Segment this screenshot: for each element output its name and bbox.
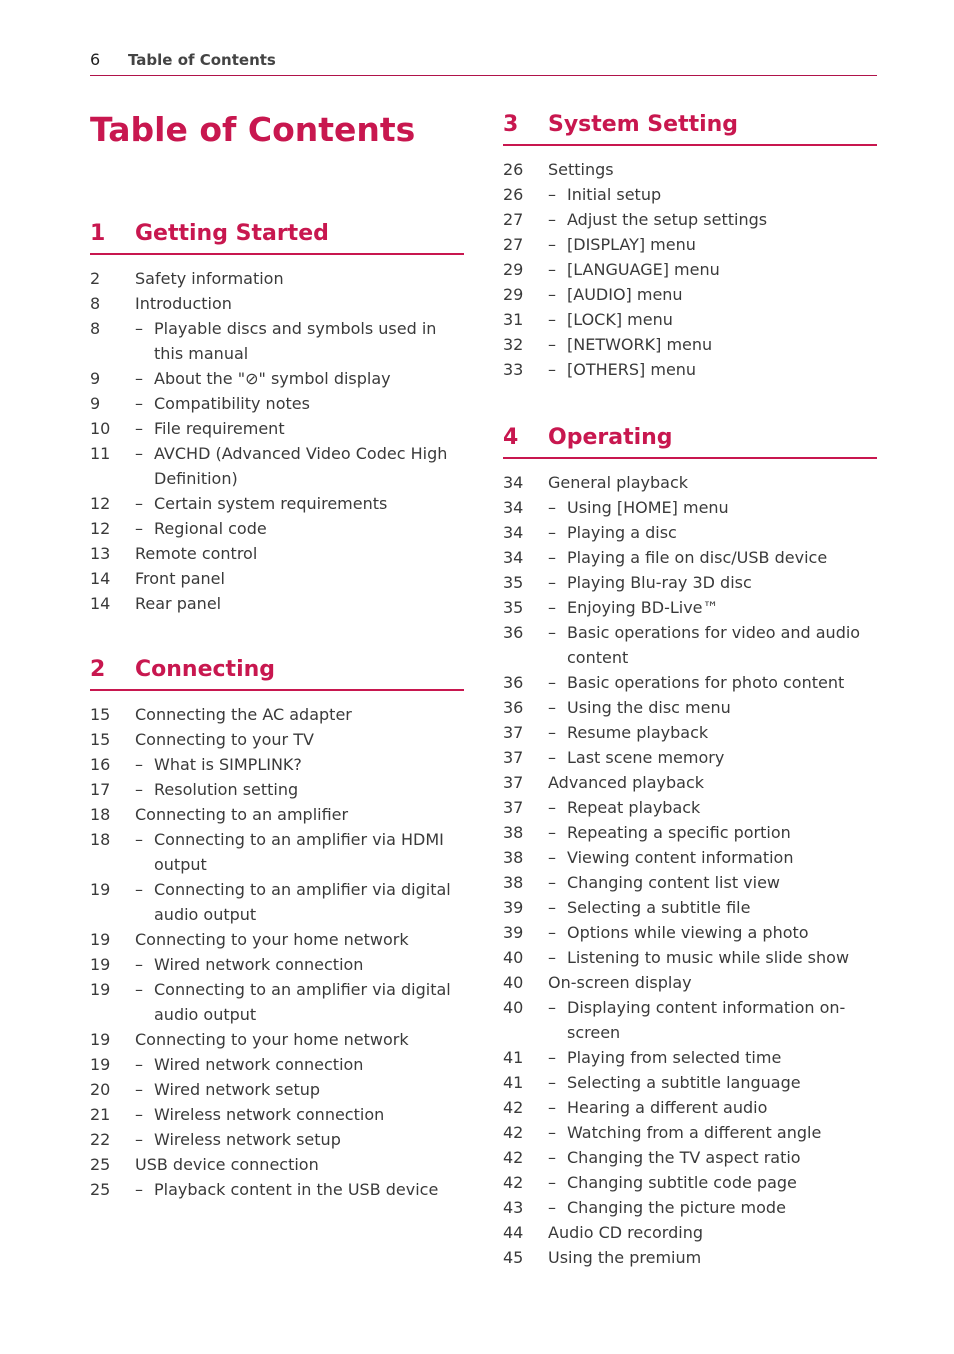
toc-subentry[interactable] — [503, 332, 877, 357]
toc-subentry[interactable] — [503, 307, 877, 332]
toc-entry[interactable] — [503, 1245, 877, 1270]
toc-entry[interactable] — [503, 1220, 877, 1245]
toc-subentry[interactable] — [503, 995, 877, 1045]
toc-entry[interactable] — [90, 702, 464, 727]
toc-entry-text: Certain system requirements — [154, 494, 388, 513]
section-heading — [503, 109, 877, 146]
toc-page-number: 2 — [90, 269, 101, 288]
toc-entry-text: Front panel — [135, 569, 225, 588]
toc-page-number: 9 — [90, 369, 101, 388]
toc-entry-text: Connecting to an amplifier via HDMI output — [154, 830, 444, 874]
toc-page-number: 29 — [503, 285, 524, 304]
toc-entry-text: Initial setup — [567, 185, 662, 204]
toc-subentry[interactable] — [90, 316, 464, 366]
subentry-dash: – — [548, 548, 556, 567]
toc-entry-text: [LANGUAGE] menu — [567, 260, 720, 279]
toc-page-number: 15 — [90, 705, 111, 724]
toc-page-number: 32 — [503, 335, 524, 354]
toc-subentry[interactable] — [503, 1120, 877, 1145]
toc-entry-text: Resume playback — [567, 723, 709, 742]
toc-page-number: 8 — [90, 319, 101, 338]
toc-entry[interactable] — [90, 927, 464, 952]
left-column — [90, 218, 464, 1202]
toc-page-number: 44 — [503, 1223, 524, 1242]
toc-entry-text: Using [HOME] menu — [567, 498, 729, 517]
toc-subentry[interactable] — [503, 895, 877, 920]
toc-page-number: 15 — [90, 730, 111, 749]
toc-entry-text: Changing the TV aspect ratio — [567, 1148, 801, 1167]
toc-entry-text: USB device connection — [135, 1155, 319, 1174]
subentry-dash: – — [548, 335, 556, 354]
toc-subentry[interactable] — [503, 520, 877, 545]
subentry-dash: – — [548, 748, 556, 767]
toc-page-number: 19 — [90, 980, 111, 999]
toc-page-number: 36 — [503, 698, 524, 717]
toc-entry-text: Changing subtitle code page — [567, 1173, 797, 1192]
toc-entry-text: Enjoying BD-Live™ — [567, 598, 719, 617]
toc-page-number: 19 — [90, 1055, 111, 1074]
toc-entry-text: Watching from a different angle — [567, 1123, 822, 1142]
subentry-dash: – — [548, 823, 556, 842]
section-number: 3 — [503, 112, 519, 137]
section-heading — [503, 422, 877, 459]
toc-entry-text: Playable discs and symbols used in this manual — [154, 319, 437, 363]
toc-page-number: 18 — [90, 830, 111, 849]
toc-page-number: 27 — [503, 210, 524, 229]
toc-page-number: 19 — [90, 930, 111, 949]
toc-page-number: 40 — [503, 948, 524, 967]
toc-entry-text: On-screen display — [548, 973, 692, 992]
toc-subentry[interactable] — [503, 495, 877, 520]
right-column — [503, 109, 877, 1270]
toc-entry-text: Adjust the setup settings — [567, 210, 768, 229]
toc-page-number: 34 — [503, 548, 524, 567]
toc-entry[interactable] — [90, 802, 464, 827]
toc-subentry[interactable] — [503, 1170, 877, 1195]
toc-entry-text: Connecting to your home network — [135, 930, 409, 949]
toc-entry[interactable] — [90, 291, 464, 316]
toc-subentry[interactable] — [503, 182, 877, 207]
subentry-dash: – — [548, 873, 556, 892]
toc-subentry[interactable] — [90, 952, 464, 977]
subentry-dash: – — [135, 1130, 143, 1149]
subentry-dash: – — [135, 955, 143, 974]
toc-page-number: 37 — [503, 723, 524, 742]
toc-subentry[interactable] — [90, 752, 464, 777]
toc-subentry[interactable] — [90, 516, 464, 541]
toc-page-number: 20 — [90, 1080, 111, 1099]
toc-subentry[interactable] — [90, 877, 464, 927]
toc-page-number: 39 — [503, 898, 524, 917]
toc-entry-text: General playback — [548, 473, 689, 492]
subentry-dash: – — [548, 310, 556, 329]
subentry-dash: – — [548, 185, 556, 204]
toc-page-number: 45 — [503, 1248, 524, 1267]
toc-entry[interactable] — [90, 266, 464, 291]
toc-entry-text: Safety information — [135, 269, 284, 288]
toc-entry-text: Connecting to your home network — [135, 1030, 409, 1049]
toc-entry-text: Basic operations for video and audio content — [567, 623, 861, 667]
toc-entry-text: Using the premium — [548, 1248, 702, 1267]
toc-entry[interactable] — [90, 541, 464, 566]
subentry-dash: – — [135, 755, 143, 774]
toc-page-number: 41 — [503, 1073, 524, 1092]
toc-subentry[interactable] — [503, 357, 877, 382]
toc-entry[interactable] — [90, 566, 464, 591]
toc-entry-text: Connecting the AC adapter — [135, 705, 352, 724]
toc-subentry[interactable] — [503, 1045, 877, 1070]
toc-entry[interactable] — [503, 470, 877, 495]
toc-page-number: 35 — [503, 573, 524, 592]
subentry-dash: – — [135, 780, 143, 799]
toc-entry-text: [AUDIO] menu — [567, 285, 683, 304]
toc-entry-text: Basic operations for photo content — [567, 673, 845, 692]
subentry-dash: – — [135, 880, 143, 899]
toc-entry-text: [DISPLAY] menu — [567, 235, 696, 254]
toc-entry-text: Repeating a specific portion — [567, 823, 791, 842]
page-header — [90, 48, 877, 76]
toc-page-number: 37 — [503, 773, 524, 792]
subentry-dash: – — [135, 1055, 143, 1074]
toc-entry-text: Wired network connection — [154, 955, 364, 974]
toc-subentry[interactable] — [503, 570, 877, 595]
subentry-dash: – — [548, 848, 556, 867]
toc-entry-text: Playing a disc — [567, 523, 677, 542]
page-number: 6 — [90, 50, 101, 69]
toc-subentry[interactable] — [503, 1095, 877, 1120]
subentry-dash: – — [548, 998, 556, 1017]
subentry-dash: – — [135, 369, 143, 388]
section-number: 1 — [90, 221, 106, 246]
toc-entry-text: Playing Blu-ray 3D disc — [567, 573, 752, 592]
section-title: Operating — [548, 425, 673, 450]
subentry-dash: – — [548, 798, 556, 817]
toc-entry-text: Using the disc menu — [567, 698, 731, 717]
section-title: Connecting — [135, 657, 276, 682]
toc-subentry[interactable] — [503, 207, 877, 232]
section-operating — [503, 422, 877, 1270]
toc-entry[interactable] — [90, 1027, 464, 1052]
toc-entry-list — [90, 266, 464, 616]
toc-entry-text: Playing a file on disc/USB device — [567, 548, 828, 567]
subentry-dash: – — [548, 1048, 556, 1067]
toc-entry-text: Connecting to your TV — [135, 730, 314, 749]
toc-entry-text: [OTHERS] menu — [567, 360, 697, 379]
toc-subentry[interactable] — [503, 282, 877, 307]
toc-entry-text: Wireless network connection — [154, 1105, 385, 1124]
toc-entry[interactable] — [90, 1152, 464, 1177]
toc-page-number: 34 — [503, 473, 524, 492]
toc-entry-text: Wired network setup — [154, 1080, 321, 1099]
toc-entry-text: Settings — [548, 160, 614, 179]
toc-entry[interactable] — [90, 727, 464, 752]
toc-entry-text: AVCHD (Advanced Video Codec High Definition) — [154, 444, 448, 488]
toc-page-number: 38 — [503, 848, 524, 867]
toc-subentry[interactable] — [503, 820, 877, 845]
toc-page-number: 14 — [90, 569, 111, 588]
subentry-dash: – — [548, 210, 556, 229]
toc-entry-text: Playing from selected time — [567, 1048, 782, 1067]
toc-entry-list — [90, 702, 464, 1202]
toc-page-number: 41 — [503, 1048, 524, 1067]
toc-entry-text: Playback content in the USB device — [154, 1180, 439, 1199]
toc-entry[interactable] — [503, 770, 877, 795]
toc-page-number: 27 — [503, 235, 524, 254]
toc-page-number: 13 — [90, 544, 111, 563]
subentry-dash: – — [135, 394, 143, 413]
toc-entry-text: Repeat playback — [567, 798, 701, 817]
toc-entry-text: Selecting a subtitle language — [567, 1073, 801, 1092]
toc-page-number: 43 — [503, 1198, 524, 1217]
toc-entry[interactable] — [503, 157, 877, 182]
section-title: System Setting — [548, 112, 739, 137]
toc-page-number: 12 — [90, 494, 111, 513]
toc-page-number: 42 — [503, 1173, 524, 1192]
toc-entry-text: Connecting to an amplifier via digital audio output — [154, 880, 451, 924]
section-title: Getting Started — [135, 221, 329, 246]
toc-page-number: 12 — [90, 519, 111, 538]
toc-entry-list — [503, 157, 877, 382]
toc-subentry[interactable] — [90, 1127, 464, 1152]
toc-entry-text: Introduction — [135, 294, 232, 313]
toc-entry-text: Last scene memory — [567, 748, 725, 767]
subentry-dash: – — [135, 419, 143, 438]
toc-entry-text: Connecting to an amplifier — [135, 805, 349, 824]
toc-entry-text: Wired network connection — [154, 1055, 364, 1074]
toc-subentry[interactable] — [503, 870, 877, 895]
toc-page-number: 25 — [90, 1180, 111, 1199]
toc-page-number: 10 — [90, 419, 111, 438]
toc-subentry[interactable] — [503, 595, 877, 620]
toc-subentry[interactable] — [503, 920, 877, 945]
section-getting-started — [90, 218, 464, 616]
toc-page-number: 33 — [503, 360, 524, 379]
subentry-dash: – — [135, 1180, 143, 1199]
toc-subentry[interactable] — [90, 827, 464, 877]
toc-page-number: 38 — [503, 873, 524, 892]
toc-page-number: 25 — [90, 1155, 111, 1174]
subentry-dash: – — [548, 1123, 556, 1142]
toc-page-number: 9 — [90, 394, 101, 413]
subentry-dash: – — [548, 698, 556, 717]
subentry-dash: – — [135, 980, 143, 999]
toc-subentry[interactable] — [503, 620, 877, 670]
toc-entry-text: Connecting to an amplifier via digital audio output — [154, 980, 451, 1024]
toc-entry-text: [LOCK] menu — [567, 310, 673, 329]
subentry-dash: – — [548, 923, 556, 942]
subentry-dash: – — [135, 519, 143, 538]
toc-subentry[interactable] — [90, 391, 464, 416]
toc-page-number: 26 — [503, 160, 524, 179]
subentry-dash: – — [548, 285, 556, 304]
toc-entry-text: Rear panel — [135, 594, 222, 613]
toc-page-number: 26 — [503, 185, 524, 204]
toc-entry[interactable] — [503, 970, 877, 995]
toc-entry-list — [503, 470, 877, 1270]
section-connecting — [90, 654, 464, 1202]
toc-subentry[interactable] — [503, 670, 877, 695]
toc-page-number: 19 — [90, 880, 111, 899]
toc-page-number: 36 — [503, 673, 524, 692]
subentry-dash: – — [548, 898, 556, 917]
section-heading — [90, 654, 464, 691]
toc-page-number: 42 — [503, 1098, 524, 1117]
section-number: 2 — [90, 657, 106, 682]
toc-entry-text: Viewing content information — [567, 848, 794, 867]
section-number: 4 — [503, 425, 519, 450]
subentry-dash: – — [548, 1148, 556, 1167]
toc-subentry[interactable] — [90, 416, 464, 441]
subentry-dash: – — [548, 1098, 556, 1117]
toc-page-number: 40 — [503, 998, 524, 1017]
toc-page-number: 37 — [503, 798, 524, 817]
toc-subentry[interactable] — [90, 491, 464, 516]
toc-page-number: 16 — [90, 755, 111, 774]
toc-subentry[interactable] — [503, 845, 877, 870]
toc-page-number: 35 — [503, 598, 524, 617]
toc-page-number: 37 — [503, 748, 524, 767]
subentry-dash: – — [548, 598, 556, 617]
toc-page-number: 19 — [90, 1030, 111, 1049]
page-title: Table of Contents — [90, 110, 416, 149]
subentry-dash: – — [548, 1073, 556, 1092]
subentry-dash: – — [548, 573, 556, 592]
toc-entry-text: File requirement — [154, 419, 285, 438]
toc-subentry[interactable] — [503, 1070, 877, 1095]
subentry-dash: – — [548, 360, 556, 379]
toc-subentry[interactable] — [90, 777, 464, 802]
toc-entry-text: Changing the picture mode — [567, 1198, 786, 1217]
subentry-dash: – — [548, 498, 556, 517]
subentry-dash: – — [548, 723, 556, 742]
toc-entry-text: Changing content list view — [567, 873, 781, 892]
toc-page-number: 36 — [503, 623, 524, 642]
running-header-title: Table of Contents — [128, 51, 276, 69]
toc-page-number: 19 — [90, 955, 111, 974]
toc-entry-text: Advanced playback — [548, 773, 705, 792]
toc-subentry[interactable] — [503, 945, 877, 970]
subentry-dash: – — [548, 1173, 556, 1192]
toc-entry-text: Displaying content information on-screen — [567, 998, 846, 1042]
toc-page-number: 31 — [503, 310, 524, 329]
toc-entry-text: [NETWORK] menu — [567, 335, 713, 354]
toc-subentry[interactable] — [503, 232, 877, 257]
toc-entry-text: Selecting a subtitle file — [567, 898, 751, 917]
toc-subentry[interactable] — [503, 745, 877, 770]
toc-subentry[interactable] — [90, 1177, 464, 1202]
subentry-dash: – — [135, 830, 143, 849]
toc-page-number: 14 — [90, 594, 111, 613]
toc-entry-text: Resolution setting — [154, 780, 299, 799]
toc-page-number: 29 — [503, 260, 524, 279]
toc-subentry[interactable] — [503, 1195, 877, 1220]
toc-entry-text: Audio CD recording — [548, 1223, 703, 1242]
toc-subentry[interactable] — [90, 1052, 464, 1077]
toc-entry-text: Remote control — [135, 544, 258, 563]
toc-page-number: 8 — [90, 294, 101, 313]
toc-page-number: 11 — [90, 444, 111, 463]
toc-page-number: 17 — [90, 780, 111, 799]
toc-page-number: 38 — [503, 823, 524, 842]
toc-entry-text: Listening to music while slide show — [567, 948, 850, 967]
toc-entry-text: Options while viewing a photo — [567, 923, 809, 942]
subentry-dash: – — [548, 523, 556, 542]
toc-subentry[interactable] — [90, 977, 464, 1027]
subentry-dash: – — [135, 1080, 143, 1099]
subentry-dash: – — [135, 319, 143, 338]
section-system-setting — [503, 109, 877, 382]
toc-page-number: 42 — [503, 1148, 524, 1167]
toc-subentry[interactable] — [503, 1145, 877, 1170]
subentry-dash: – — [548, 623, 556, 642]
subentry-dash: – — [548, 673, 556, 692]
toc-entry[interactable] — [90, 591, 464, 616]
toc-entry-text: Hearing a different audio — [567, 1098, 768, 1117]
toc-page-number: 18 — [90, 805, 111, 824]
toc-entry-text: About the "⊘" symbol display — [154, 369, 391, 388]
subentry-dash: – — [548, 235, 556, 254]
toc-page-number: 21 — [90, 1105, 111, 1124]
toc-subentry[interactable] — [90, 1102, 464, 1127]
toc-entry-text: Wireless network setup — [154, 1130, 341, 1149]
toc-subentry[interactable] — [503, 257, 877, 282]
toc-page-number: 42 — [503, 1123, 524, 1142]
toc-subentry[interactable] — [90, 441, 464, 491]
toc-entry-text: Regional code — [154, 519, 267, 538]
subentry-dash: – — [135, 1105, 143, 1124]
toc-page-number: 34 — [503, 523, 524, 542]
section-heading — [90, 218, 464, 255]
toc-subentry[interactable] — [503, 795, 877, 820]
subentry-dash: – — [548, 948, 556, 967]
subentry-dash: – — [135, 494, 143, 513]
toc-subentry[interactable] — [503, 695, 877, 720]
toc-subentry[interactable] — [503, 545, 877, 570]
toc-subentry[interactable] — [503, 720, 877, 745]
subentry-dash: – — [548, 1198, 556, 1217]
subentry-dash: – — [135, 444, 143, 463]
toc-page-number: 34 — [503, 498, 524, 517]
subentry-dash: – — [548, 260, 556, 279]
toc-subentry[interactable] — [90, 366, 464, 391]
toc-subentry[interactable] — [90, 1077, 464, 1102]
toc-entry-text: What is SIMPLINK? — [154, 755, 302, 774]
toc-page-number: 40 — [503, 973, 524, 992]
toc-page-number: 22 — [90, 1130, 111, 1149]
toc-page-number: 39 — [503, 923, 524, 942]
toc-entry-text: Compatibility notes — [154, 394, 310, 413]
